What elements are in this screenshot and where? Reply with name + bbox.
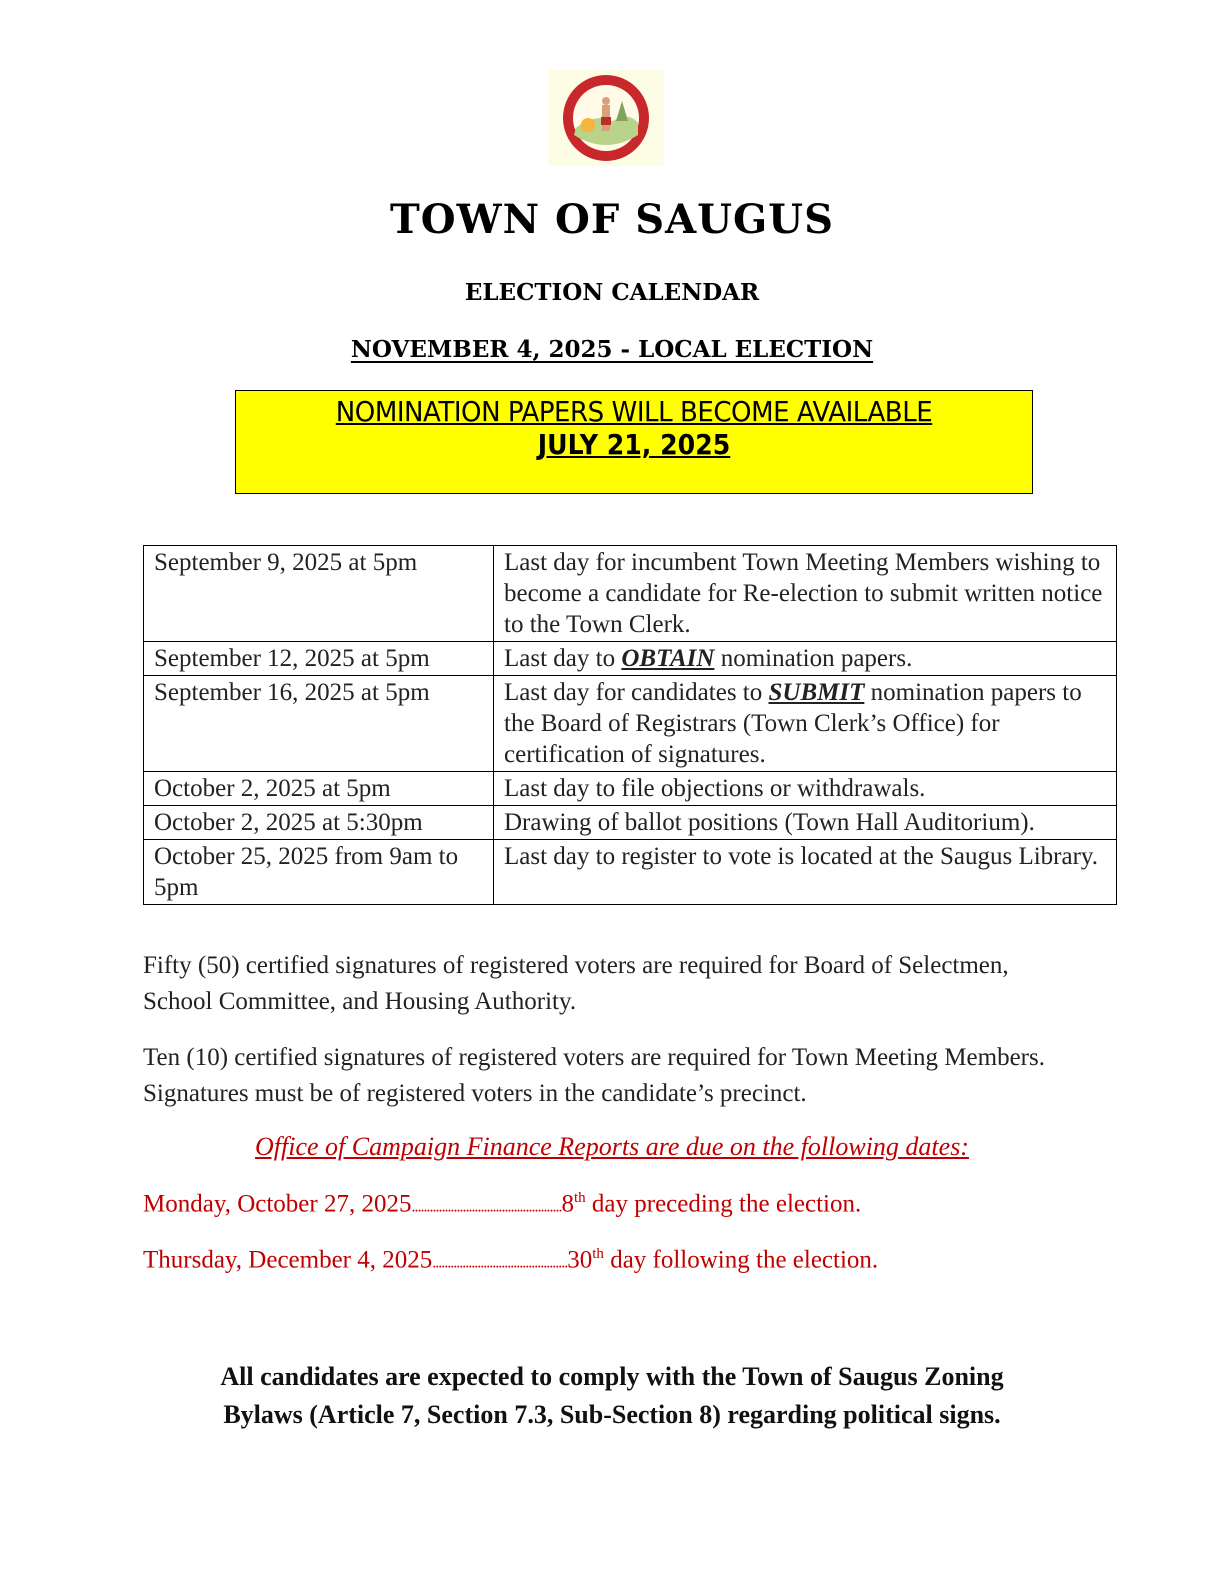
ordinal-suffix: th xyxy=(592,1246,604,1262)
description-cell xyxy=(494,642,1117,676)
calendar-subtitle: ELECTION CALENDAR xyxy=(464,279,760,306)
report-due-line xyxy=(143,1190,861,1218)
description-cell xyxy=(494,806,1117,840)
report-description: day following the election. xyxy=(603,1246,879,1274)
date-cell: October 2, 2025 at 5:30pm xyxy=(144,806,494,840)
description-cell xyxy=(494,840,1117,905)
table-row xyxy=(144,676,1117,772)
description-text: Last day to xyxy=(504,645,622,672)
page-title: TOWN OF SAUGUS xyxy=(390,196,834,243)
description-text: nomination papers to the Board of Registrars (Town Clerk’s Office) for certification of signatures. xyxy=(504,679,1082,768)
signature-requirement-paragraph: Ten (10) certified signatures of registered voters are required for Town Meeting Members. Signatures must be of registered voters in the candidate’s precinct. xyxy=(143,1044,1045,1107)
description-cell xyxy=(494,676,1117,772)
table-row xyxy=(144,642,1117,676)
report-due-line xyxy=(143,1246,878,1274)
election-date-heading: NOVEMBER 4, 2025 - LOCAL ELECTION xyxy=(350,336,874,363)
table-row xyxy=(144,840,1117,905)
description-text: Drawing of ballot positions (Town Hall Auditorium). xyxy=(504,809,1035,836)
zoning-bylaw-notice xyxy=(0,1358,1224,1434)
description-text: Last day for candidates to xyxy=(504,679,769,706)
ordinal: 30 xyxy=(567,1246,593,1274)
signature-requirement-paragraph: Fifty (50) certified signatures of registered voters are required for Board of Selectmen, School Committee, and Housing Authority. xyxy=(143,952,1009,1015)
description-text: nomination papers. xyxy=(714,645,913,672)
date-cell: September 16, 2025 at 5pm xyxy=(144,676,494,772)
town-seal xyxy=(548,70,664,166)
date-cell: September 12, 2025 at 5pm xyxy=(144,642,494,676)
campaign-finance-heading: Office of Campaign Finance Reports are due on the following dates: xyxy=(255,1132,969,1161)
description-cell xyxy=(494,546,1117,642)
leader-dots: ............................................. xyxy=(432,1254,568,1272)
date-cell: October 25, 2025 from 9am to 5pm xyxy=(144,840,494,905)
footer-line: Bylaws (Article 7, Section 7.3, Sub-Section 8) regarding political signs. xyxy=(223,1400,1001,1429)
footer-line: All candidates are expected to comply with the Town of Saugus Zoning xyxy=(220,1362,1004,1391)
ordinal: 8 xyxy=(561,1190,574,1218)
notice-date: JULY 21, 2025 xyxy=(537,428,731,461)
table-row xyxy=(144,772,1117,806)
report-date: Thursday, December 4, 2025 xyxy=(143,1246,433,1274)
table-row xyxy=(144,806,1117,840)
notice-line: NOMINATION PAPERS WILL BECOME AVAILABLE xyxy=(335,395,933,428)
ordinal-suffix: th xyxy=(573,1190,586,1206)
emphasis-text: SUBMIT xyxy=(768,679,865,706)
election-calendar-table xyxy=(143,545,1117,905)
report-description: day preceding the election. xyxy=(585,1190,862,1218)
description-text: Last day for incumbent Town Meeting Members wishing to become a candidate for Re-election to submit written notice to the Town Clerk. xyxy=(504,549,1103,638)
description-text: Last day to file objections or withdrawals. xyxy=(504,775,926,802)
town-seal-icon xyxy=(558,73,654,163)
description-text: Last day to register to vote is located at the Saugus Library. xyxy=(504,843,1099,870)
report-date: Monday, October 27, 2025 xyxy=(143,1190,412,1218)
description-cell xyxy=(494,772,1117,806)
leader-dots: .................................................. xyxy=(411,1198,562,1216)
date-cell: October 2, 2025 at 5pm xyxy=(144,772,494,806)
date-cell: September 9, 2025 at 5pm xyxy=(144,546,494,642)
emphasis-text: OBTAIN xyxy=(621,645,715,672)
table-row xyxy=(144,546,1117,642)
nomination-notice-box xyxy=(235,390,1033,494)
